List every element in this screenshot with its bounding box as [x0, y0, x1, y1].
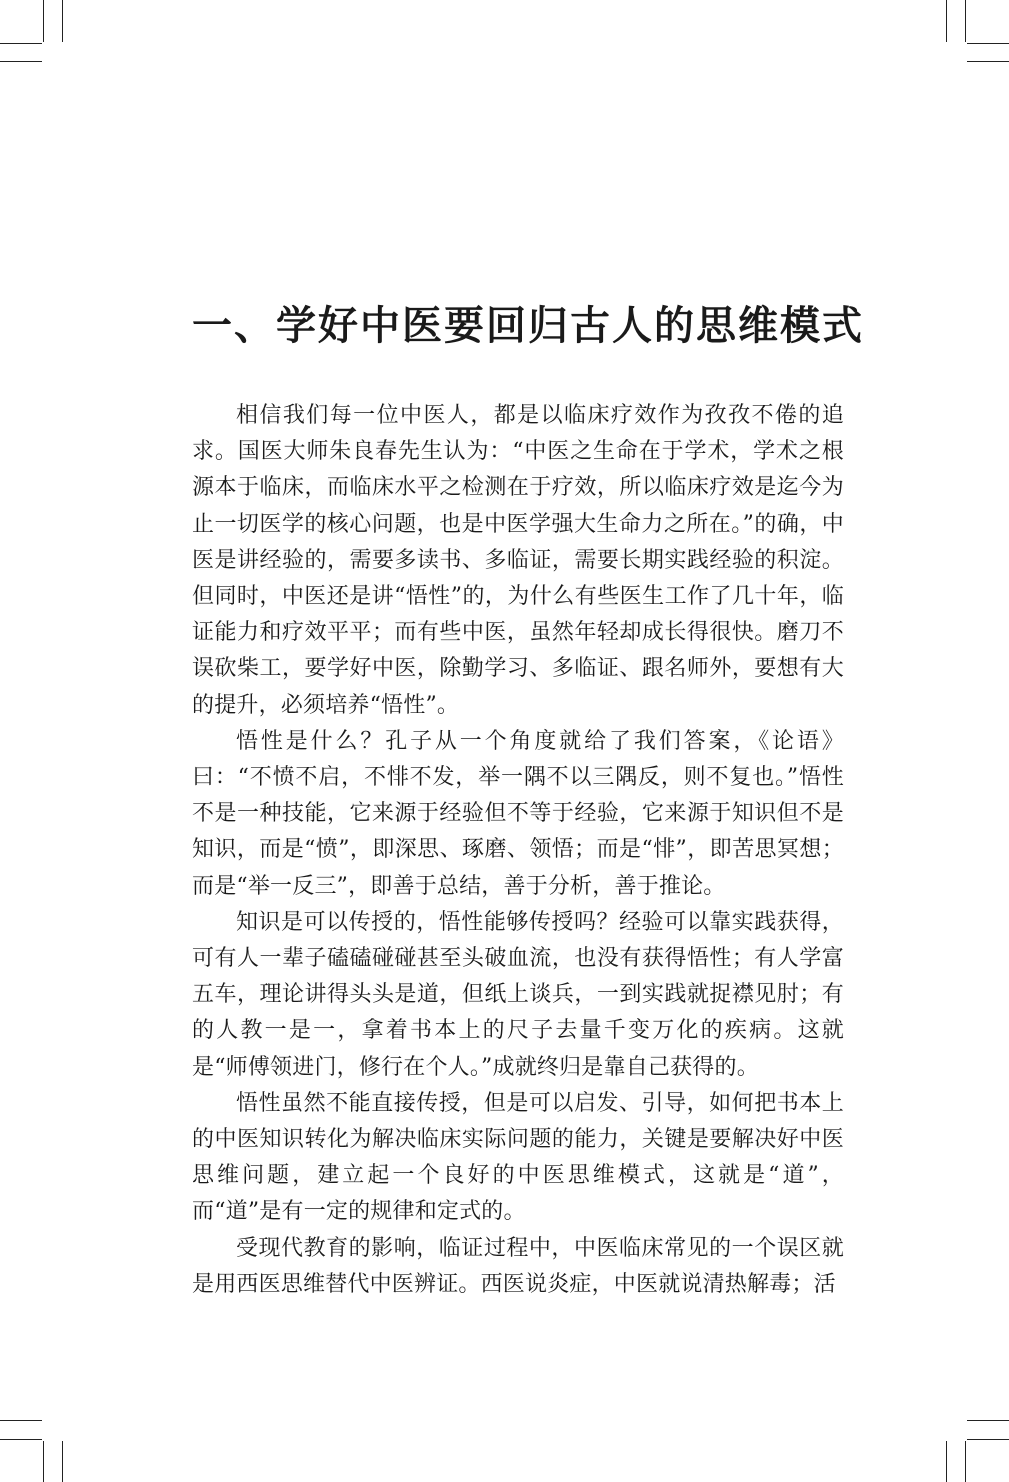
- crop-mark: [0, 61, 42, 62]
- crop-mark: [967, 1420, 1009, 1421]
- crop-mark: [967, 61, 1009, 62]
- crop-mark: [946, 1441, 947, 1482]
- crop-mark: [43, 1441, 44, 1482]
- body-text: [192, 398, 844, 1303]
- crop-mark: [946, 0, 947, 42]
- section-title: 一、学好中医要回归古人的思维模式: [192, 303, 864, 349]
- crop-mark: [967, 43, 1009, 44]
- crop-mark: [0, 1420, 42, 1421]
- crop-mark: [967, 1439, 1009, 1440]
- paragraph: 悟性是什么？孔子从一个角度就给了我们答案，《论语》曰：“不愤不启，不悱不发，举一隅不以三隅反，则不复也。”悟性不是一种技能，它来源于经验但不等于经验，它来源于知识但不是知识，而是“愤”，即深思、琢磨、领悟；而是“悱”，即苦思冥想；而是“举一反三”，即善于总结，善于分析，善于推论。: [192, 728, 844, 899]
- crop-mark: [965, 1441, 966, 1482]
- crop-mark: [62, 0, 63, 42]
- crop-mark: [0, 1439, 42, 1440]
- crop-mark: [62, 1441, 63, 1482]
- crop-mark: [0, 43, 42, 44]
- paragraph: 受现代教育的影响，临证过程中，中医临床常见的一个误区就是用西医思维替代中医辨证。西医说炎症，中医就说清热解毒；活: [192, 1235, 844, 1297]
- paragraph: 悟性虽然不能直接传授，但是可以启发、引导，如何把书本上的中医知识转化为解决临床实际问题的能力，关键是要解决好中医思维问题，建立起一个良好的中医思维模式，这就是“道”，而“道”是有一定的规律和定式的。: [192, 1090, 844, 1225]
- paragraph: 相信我们每一位中医人，都是以临床疗效作为孜孜不倦的追求。国医大师朱良春先生认为：“中医之生命在于学术，学术之根源本于临床，而临床水平之检测在于疗效，所以临床疗效是迄今为止一切医学的核心问题，也是中医学强大生命力之所在。”的确，中医是讲经验的，需要多读书、多临证，需要长期实践经验的积淀。但同时，中医还是讲“悟性”的，为什么有些医生工作了几十年，临证能力和疗效平平；而有些中医，虽然年轻却成长得很快。磨刀不误砍柴工，要学好中医，除勤学习、多临证、跟名师外，要想有大的提升，必须培养“悟性”。: [192, 403, 844, 718]
- paragraph: 知识是可以传授的，悟性能够传授吗？经验可以靠实践获得，可有人一辈子磕磕碰碰甚至头破血流，也没有获得悟性；有人学富五车，理论讲得头头是道，但纸上谈兵，一到实践就捉襟见肘；有的人教一是一，拿着书本上的尺子去量千变万化的疾病。这就是“师傅领进门，修行在个人。”成就终归是靠自己获得的。: [192, 909, 844, 1080]
- crop-mark: [965, 0, 966, 42]
- crop-mark: [43, 0, 44, 42]
